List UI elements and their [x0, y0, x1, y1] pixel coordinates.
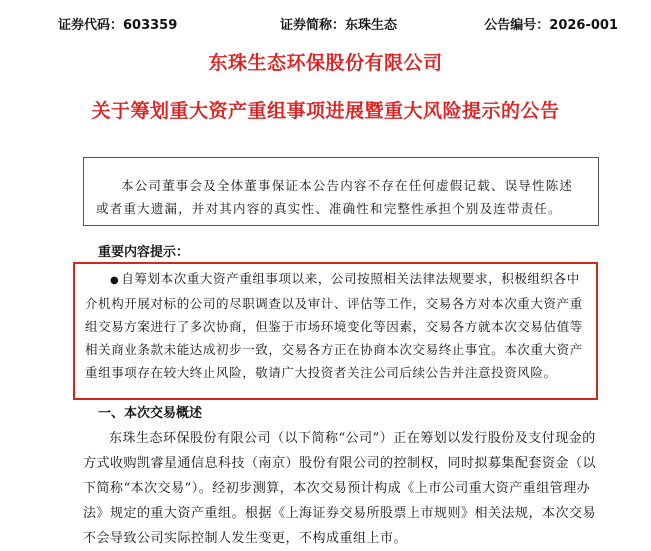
stock-short-name: 证券简称：东珠生态	[280, 18, 398, 33]
bullet-icon: ●	[110, 275, 120, 286]
transaction-overview-body	[83, 426, 603, 551]
company-name: 东珠生态环保股份有限公司	[208, 52, 443, 74]
transaction-overview-text: 东珠生态环保股份有限公司（以下简称“公司”）正在筹划以发行股份及支付现金的方式收购凯睿星通信息科技（南京）股份有限公司的控制权，同时拟募集配套资金（以下简称“本次交易”）。经初步测算，本次交易预计构成《上市公司重大资产重组管理办法》规定的重大资产重组。根据《上海证券交易所股票上市规则》相关法规，本次交易不会导致公司实际控制人发生变更，不构成重组上市。	[83, 431, 597, 546]
risk-highlight-box	[73, 262, 598, 400]
announcement-title: 关于筹划重大资产重组事项进展暨重大风险提示的公告	[91, 100, 560, 122]
announcement-number: 公告编号：2026-001	[484, 18, 618, 33]
announcement-header	[58, 14, 618, 34]
risk-text: 自筹划本次重大资产重组事项以来，公司按照相关法律法规要求，积极组织各中介机构开展对标的公司的尽职调查以及审计、评估等工作，交易各方对本次重大资产重组交易方案进行了多次协商，但鉴于市场环境变化等因素，交易各方就本次交易估值等相关商业条款未能达成初步一致，交易各方正在协商本次交易终止事宜。本次重大资产重组事项存在较大终止风险，敬请广大投资者关注公司后续公告并注意投资风险。	[85, 271, 583, 380]
section-heading-transaction-overview: 一、本次交易概述	[98, 406, 203, 421]
disclaimer-text: 本公司董事会及全体董事保证本公告内容不存在任何虚假记载、误导性陈述或者重大遗漏，并对其内容的真实性、准确性和完整性承担个别及连带责任。	[96, 178, 574, 216]
risk-paragraph	[85, 267, 588, 384]
board-disclaimer-box	[83, 157, 599, 226]
important-tips-heading: 重要内容提示：	[98, 245, 190, 260]
stock-code: 证券代码：603359	[58, 18, 178, 33]
